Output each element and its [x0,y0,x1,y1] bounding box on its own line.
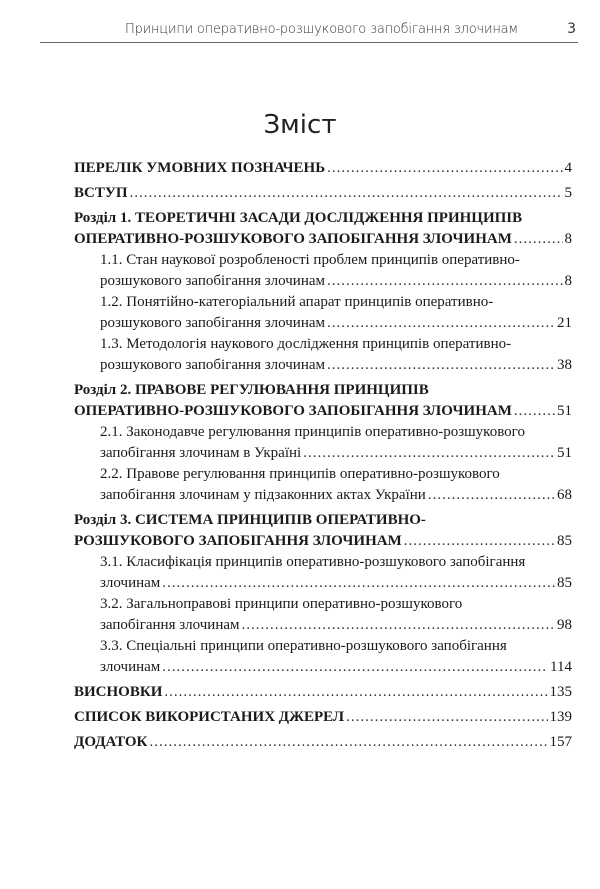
toc-page: 51 [557,403,572,419]
leader-dots [130,183,563,204]
toc-entry-conclusions[interactable] [74,682,572,703]
leader-dots [346,707,547,728]
toc-label-line1: Розділ 3. СИСТЕМА ПРИНЦИПІВ ОПЕРАТИВНО- [74,512,426,528]
toc-label-line2: розшукового запобігання злочинам [100,315,326,331]
toc-entry-section-1-2[interactable] [74,292,572,334]
toc-entry-chapter-1[interactable] [74,208,572,250]
toc-label-line2: запобігання злочинам в Україні [100,445,302,461]
toc-label-line1: 1.3. Методологія наукового дослідження принципів оперативно- [100,336,512,352]
page-number: 3 [567,21,576,37]
toc-entry-section-2-1[interactable] [74,422,572,464]
toc-label-line1: Розділ 2. ПРАВОВЕ РЕГУЛЮВАННЯ ПРИНЦИПІВ [74,382,429,398]
toc-label-line2: запобігання злочинам у підзаконних актах України [100,487,426,503]
toc-page: 85 [557,575,572,591]
leader-dots [162,573,555,594]
toc-page: 4 [564,160,572,176]
toc-label-line1: 3.3. Спеціальні принципи оперативно-розшукового запобігання [100,638,507,654]
toc-label-line1: 2.2. Правове регулювання принципів оперативно-розшукового [100,466,500,482]
toc-entry-intro[interactable] [74,183,572,204]
toc-page: 68 [557,487,572,503]
toc-page: 38 [557,357,572,373]
leader-dots [514,401,555,422]
toc-entry-appendix[interactable] [74,732,572,753]
toc-page: 135 [549,684,572,700]
toc-entry-section-2-2[interactable] [74,464,572,506]
toc-label-line2: злочинам [100,659,161,675]
table-of-contents [74,154,572,755]
leader-dots [404,531,555,552]
toc-label-line2: розшукового запобігання злочинам [100,357,326,373]
toc-label-line1: 1.2. Понятійно-категоріальний апарат принципів оперативно- [100,294,494,310]
toc-entry-section-3-1[interactable] [74,552,572,594]
leader-dots [327,313,555,334]
toc-label-line1: Розділ 1. ТЕОРЕТИЧНІ ЗАСАДИ ДОСЛІДЖЕННЯ ПРИНЦИПІВ [74,210,523,226]
leader-dots [514,229,563,250]
leader-dots [327,271,562,292]
leader-dots [162,657,548,678]
toc-label-line1: 3.2. Загальноправові принципи оперативно-розшукового [100,596,463,612]
toc-entry-section-1-3[interactable] [74,334,572,376]
toc-page: 157 [549,734,572,750]
running-title: Принципи оперативно-розшукового запобігання злочинам [125,22,518,37]
toc-label-line2: ОПЕРАТИВНО-РОЗШУКОВОГО ЗАПОБІГАННЯ ЗЛОЧИНАМ [74,403,512,419]
toc-label-line1: 1.1. Стан наукової розробленості проблем принципів оперативно- [100,252,520,268]
toc-label: СПИСОК ВИКОРИСТАНИХ ДЖЕРЕЛ [74,709,345,725]
toc-page: 98 [557,617,572,633]
toc-label-line1: 3.1. Класифікація принципів оперативно-розшукового запобігання [100,554,526,570]
leader-dots [242,615,556,636]
toc-page: 8 [564,231,572,247]
toc-label: ДОДАТОК [74,734,148,750]
toc-label-line2: злочинам [100,575,161,591]
toc-entry-abbreviations[interactable] [74,158,572,179]
leader-dots [149,732,547,753]
toc-entry-chapter-2[interactable] [74,380,572,422]
leader-dots [428,485,555,506]
toc-label-line2: запобігання злочинам [100,617,240,633]
toc-entry-section-3-2[interactable] [74,594,572,636]
toc-page: 21 [557,315,572,331]
toc-label-line2: РОЗШУКОВОГО ЗАПОБІГАННЯ ЗЛОЧИНАМ [74,533,402,549]
toc-label-line1: 2.1. Законодавче регулювання принципів оперативно-розшукового [100,424,525,440]
toc-label: ВСТУП [74,185,128,201]
toc-entry-chapter-3[interactable] [74,510,572,552]
toc-entry-section-3-3[interactable] [74,636,572,678]
toc-page: 8 [564,273,572,289]
toc-page: 85 [557,533,572,549]
toc-entry-section-1-1[interactable] [74,250,572,292]
leader-dots [327,355,555,376]
toc-label-line2: розшукового запобігання злочинам [100,273,326,289]
toc-page: 5 [564,185,572,201]
toc-label: ВИСНОВКИ [74,684,163,700]
toc-label: ПЕРЕЛІК УМОВНИХ ПОЗНАЧЕНЬ [74,160,326,176]
toc-page: 139 [549,709,572,725]
leader-dots [327,158,562,179]
toc-entry-references[interactable] [74,707,572,728]
toc-page: 114 [550,659,572,675]
page-title: Зміст [263,110,337,140]
toc-label-line2: ОПЕРАТИВНО-РОЗШУКОВОГО ЗАПОБІГАННЯ ЗЛОЧИНАМ [74,231,512,247]
leader-dots [164,682,547,703]
leader-dots [303,443,555,464]
toc-page: 51 [557,445,572,461]
running-header [40,18,578,43]
